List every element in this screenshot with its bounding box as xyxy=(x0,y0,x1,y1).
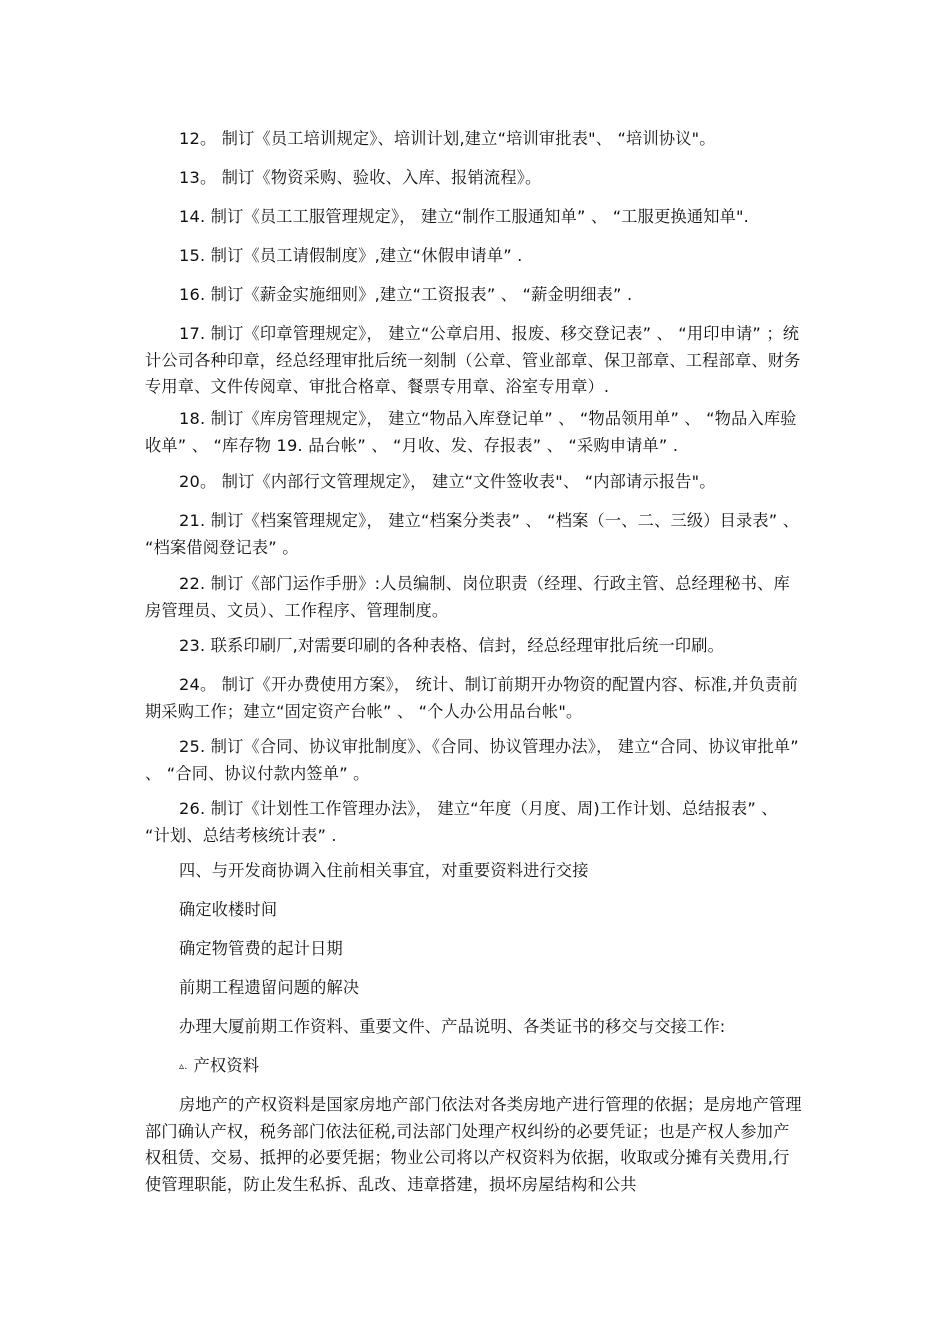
paragraph-13: 13。 制订《物资采购、验收、入库、报销流程》。 xyxy=(179,168,542,187)
paragraph-25: 25. 制订《合同、协议审批制度》、《合同、协议管理办法》， 建立“合同、协议审批单” 、 “合同、协议付款内签单” 。 xyxy=(145,737,799,783)
paragraph-16: 16. 制订《薪金实施细则》,建立“工资报表” 、 “薪金明细表” . xyxy=(179,285,633,304)
paragraph-18: 18. 制订《库房管理规定》， 建立“物品入库登记单” 、 “物品领用单” 、 “物品入库验收单” 、 “库存物 19. 品台帐” 、 “月收、发、存报表” 、 “采购申请单” . xyxy=(145,409,797,455)
section-heading: 四、与开发商协调入住前相关事宜，对重要资料进行交接 xyxy=(179,861,589,880)
paragraph-20: 20。 制订《内部行文管理规定》， 建立“文件签收表"、 “内部请示报告"。 xyxy=(179,472,716,491)
paragraph-22: 22. 制订《部门运作手册》:人员编制、岗位职责（经理、行政主管、总经理秘书、库房管理员、文员）、工作程序、管理制度。 xyxy=(145,574,790,620)
paragraph-property-rights: 房地产的产权资料是国家房地产部门依法对各类房地产进行管理的依据；是房地产管理部门确认产权，税务部门依法征税,司法部门处理产权纠纷的必要凭证；也是产权人参加产权租赁、交易、抵押的必要凭据；物业公司将以产权资料为依据，收取或分摊有关费用,行使管理职能，防止发生私拆、乱改、违章搭建，损坏房屋结构和公共 xyxy=(145,1095,802,1194)
paragraph-15: 15. 制订《员工请假制度》,建立“休假申请单” . xyxy=(179,246,523,265)
list-item: 确定收楼时间 xyxy=(179,900,278,919)
paragraph-21: 21. 制订《档案管理规定》， 建立“档案分类表” 、 “档案（一、二、三级）目录表” 、 “档案借阅登记表” 。 xyxy=(145,511,800,557)
list-item: 确定物管费的起计日期 xyxy=(179,939,343,958)
triangle-bullet-icon: ▵. xyxy=(179,1061,188,1072)
paragraph-24: 24。 制订《开办费使用方案》， 统计、制订前期开办物资的配置内容、标准,并负责前期采购工作；建立“固定资产台帐” 、 “个人办公用品台帐"。 xyxy=(145,675,798,721)
paragraph-23: 23. 联系印刷厂,对需要印刷的各种表格、信封，经总经理审批后统一印刷。 xyxy=(179,636,725,655)
paragraph-14: 14. 制订《员工工服管理规定》， 建立“制作工服通知单” 、 “工服更换通知单". xyxy=(179,207,749,226)
paragraph-26: 26. 制订《计划性工作管理办法》， 建立“年度（月度、周)工作计划、总结报表” 、 “计划、总结考核统计表” . xyxy=(145,799,778,845)
bullet-item-property-rights xyxy=(145,1053,805,1083)
list-item: 前期工程遗留问题的解决 xyxy=(179,978,360,997)
paragraph-12: 12。 制订《员工培训规定》、培训计划,建立“培训审批表"、 “培训协议"。 xyxy=(179,129,716,148)
paragraph-17: 17. 制订《印章管理规定》， 建立“公章启用、报废、移交登记表” 、 “用印申请” ；统计公司各种印章，经总经理审批后统一刻制（公章、管业部章、保卫部章、工程部章、财务专用章、文件传阅章、审批合格章、餐票专用章、浴室专用章）. xyxy=(145,324,801,396)
list-item: 办理大厦前期工作资料、重要文件、产品说明、各类证书的移交与交接工作: xyxy=(179,1017,726,1036)
bullet-item-label: 产权资料 xyxy=(193,1056,260,1075)
